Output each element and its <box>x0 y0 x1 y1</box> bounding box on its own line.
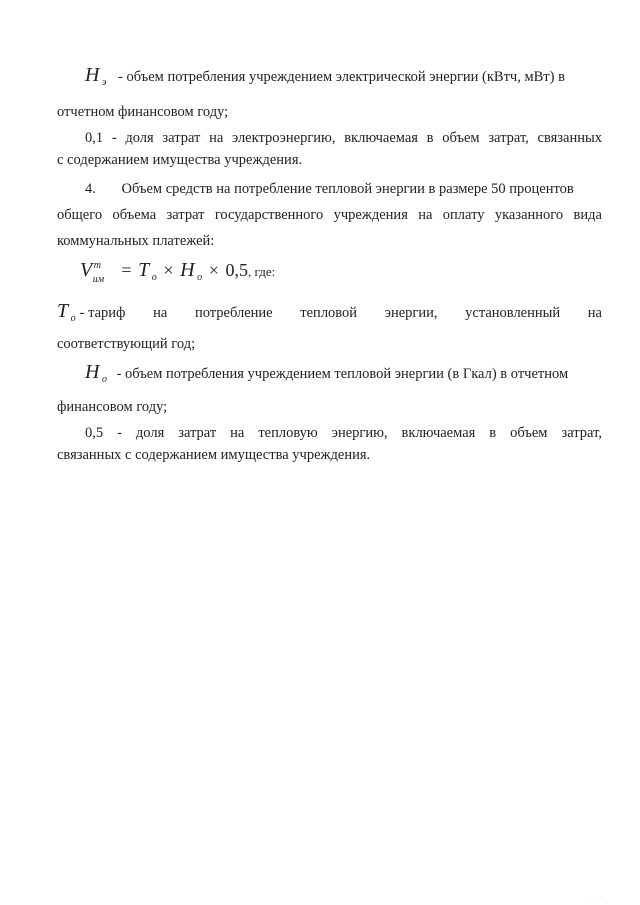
coef-01-word: электроэнергию, <box>231 130 336 146</box>
coef-01-line-2: с содержанием имущества учреждения. <box>57 152 303 168</box>
coef-01-word: - <box>111 130 117 146</box>
coef-05-word: затрат <box>178 425 217 441</box>
item-4-word: объема <box>112 207 157 223</box>
coef-01-word: доля <box>125 130 154 146</box>
coef-05-word: затрат, <box>561 425 602 441</box>
coef-01-word: объем <box>442 130 480 146</box>
he-definition-line-1 <box>57 66 602 92</box>
to-definition-line-1 <box>57 302 602 328</box>
ho-definition-line-2: финансовом году; <box>57 399 168 415</box>
coef-05-word: на <box>230 425 245 441</box>
item-4-word: общего <box>57 207 103 223</box>
ho-definition-line-1 <box>57 363 602 389</box>
coef-05-word: доля <box>135 425 165 441</box>
coef-05-line-1 <box>85 424 602 442</box>
to-symbol: T $_о$ <box>57 300 76 324</box>
ho-symbol: H $_о$ <box>85 361 107 385</box>
coef-01-word: на <box>209 130 224 146</box>
item-4-number: 4. <box>85 181 96 197</box>
item-4-text: Объем средств на потребление тепловой энергии в размере 50 процентов <box>121 181 574 197</box>
coef-05-word: включаемая <box>401 425 476 441</box>
coef-05-line-2: связанных с содержанием имущества учреждения. <box>57 447 371 463</box>
coef-01-word: включаемая <box>344 130 418 146</box>
coef-01-word: 0,1 <box>85 130 104 146</box>
he-symbol: H $_э$ <box>85 64 107 88</box>
item-4-line-2 <box>57 206 602 224</box>
coef-01-word: затрат <box>162 130 201 146</box>
coef-05-word: в <box>489 425 497 441</box>
coef-01-word: в <box>426 130 434 146</box>
heat-formula: V т им = T $_о$ × H $_о$ × 0,5, где: <box>80 259 276 285</box>
he-definition-line-2: отчетном финансовом году; <box>57 104 229 120</box>
to-word: на <box>153 305 168 321</box>
coef-01-line-1 <box>85 129 602 147</box>
item-4-word: учреждения <box>333 207 408 223</box>
coef-05-word: энергию, <box>331 425 388 441</box>
item-4-word: указанного <box>494 207 564 223</box>
item-4-line-3: коммунальных платежей: <box>57 233 215 249</box>
coef-05-word: объем <box>510 425 548 441</box>
item-4-word: затрат <box>166 207 205 223</box>
to-word: - тариф <box>79 305 126 321</box>
item-4-line-1 <box>85 180 630 198</box>
to-definition-line-2: соответствующий год; <box>57 336 196 352</box>
to-word: установленный <box>465 305 561 321</box>
coef-01-word: затрат, <box>488 130 529 146</box>
item-4-word: вида <box>573 207 602 223</box>
coef-05-word: тепловую <box>258 425 318 441</box>
to-word: на <box>587 305 602 321</box>
item-4-word: на <box>418 207 433 223</box>
coef-05-word: - <box>117 425 122 441</box>
coef-05-word: 0,5 <box>85 425 104 441</box>
to-word: энергии, <box>384 305 438 321</box>
item-4-word: государственного <box>214 207 324 223</box>
to-symbol-group <box>57 302 125 328</box>
to-word: тепловой <box>300 305 358 321</box>
to-word: потребление <box>194 305 273 321</box>
ho-definition-text: - объем потребления учреждением тепловой энергии (в Гкал) в отчетном <box>116 366 569 382</box>
coef-01-word: связанных <box>537 130 602 146</box>
scan-artifact-mark: · · · <box>588 893 604 901</box>
item-4-word: оплату <box>442 207 485 223</box>
he-definition-text: - объем потребления учреждением электрической энергии (кВтч, мВт) в <box>118 69 565 85</box>
